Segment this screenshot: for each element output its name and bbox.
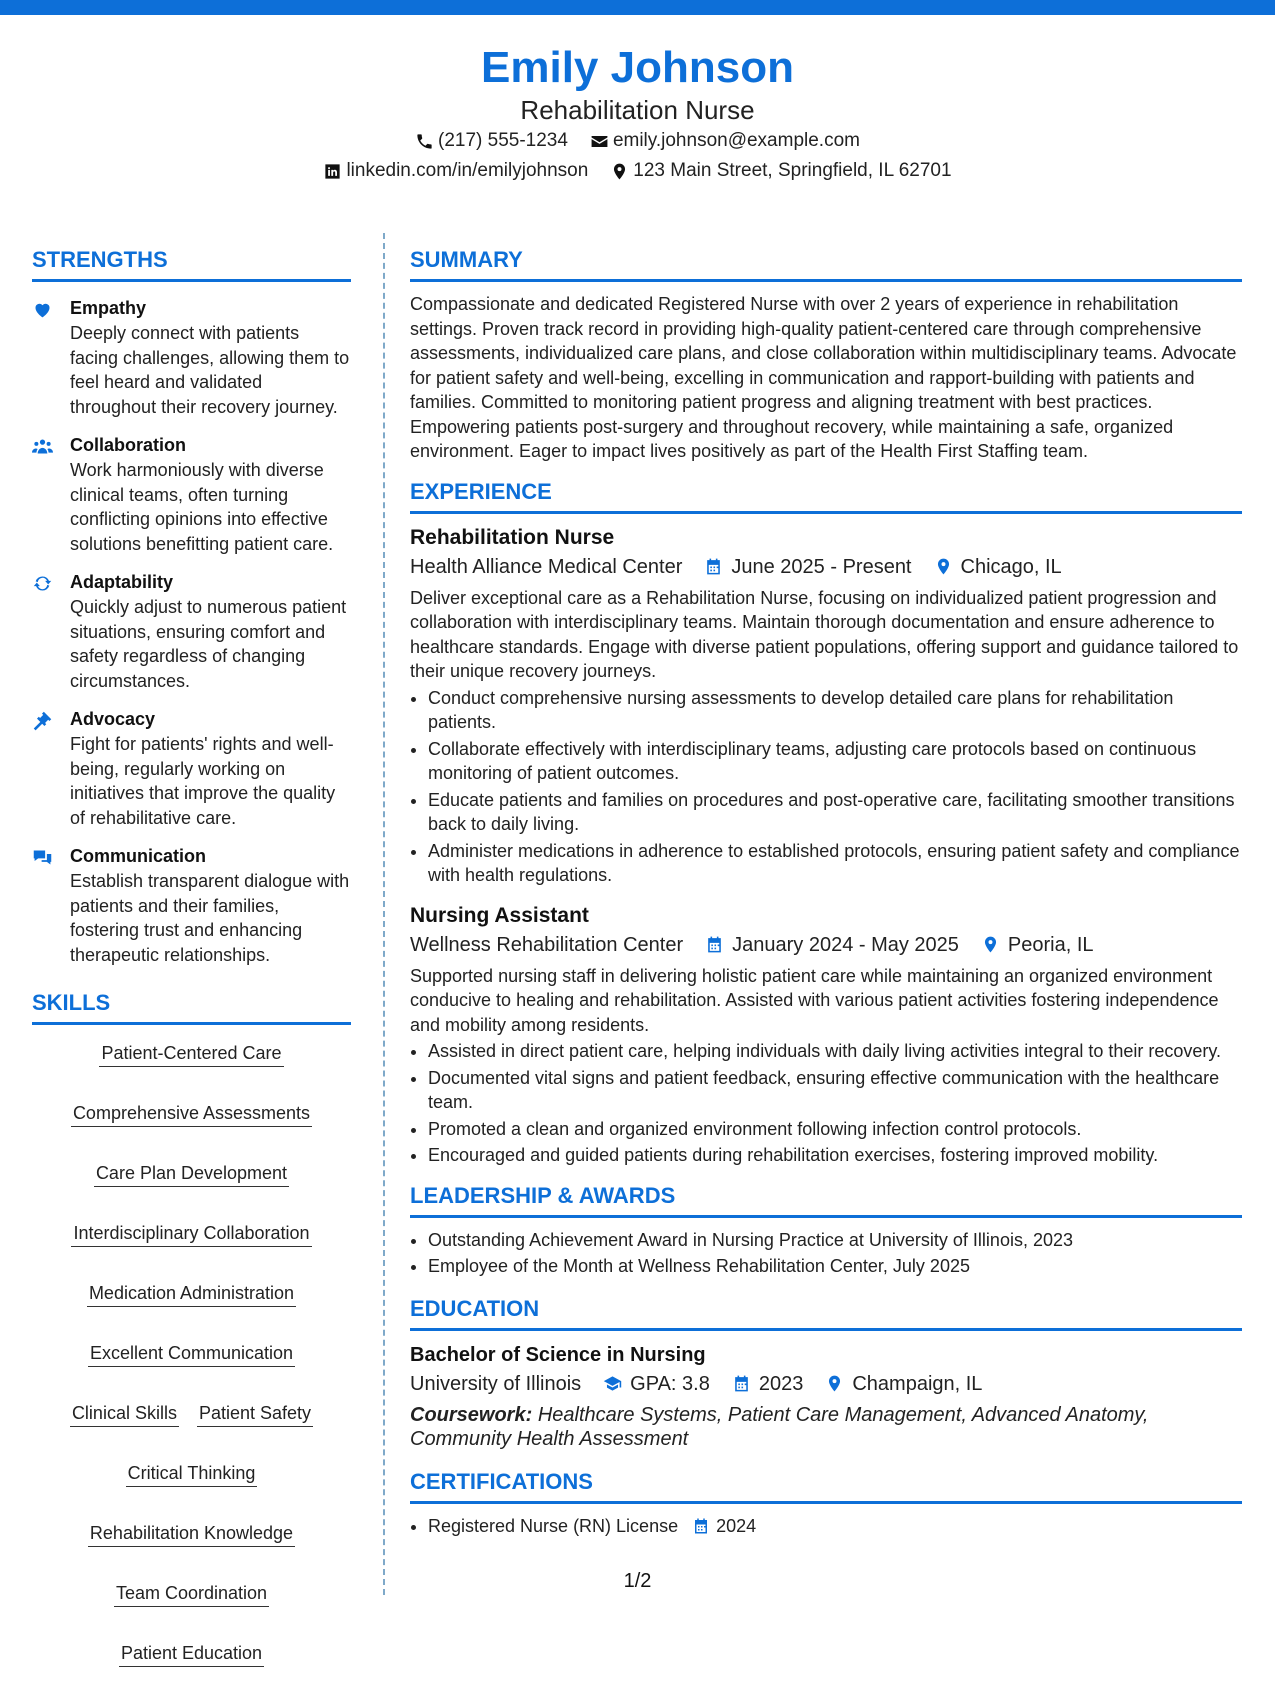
strength-desc: Fight for patients' rights and well-being, regularly working on initiatives that improve the quality of rehabilitative care.	[70, 734, 336, 828]
contact-phone	[415, 126, 568, 156]
skill-tag: Comprehensive Assessments	[71, 1101, 312, 1127]
resume-header	[0, 42, 1275, 186]
job-bullet: • Conduct comprehensive nursing assessments to develop detailed care plans for rehabilitation patients.	[428, 686, 1242, 735]
contact-email[interactable]	[590, 126, 860, 156]
left-column	[32, 246, 351, 1684]
job-location: Peoria, IL	[1007, 933, 1094, 956]
job-meta	[410, 552, 1242, 582]
skill-tag: Medication Administration	[87, 1281, 296, 1307]
skill-tag: Interdisciplinary Collaboration	[71, 1221, 311, 1247]
email-text: emily.johnson@example.com	[612, 130, 860, 151]
top-accent-bar	[0, 0, 1275, 15]
education-school: University of Illinois	[410, 1372, 582, 1395]
calendar-icon	[704, 557, 723, 576]
skill-tag: Care Plan Development	[94, 1161, 289, 1187]
skills-heading: SKILLS	[32, 989, 351, 1025]
strength-item	[32, 570, 351, 693]
leadership-heading: LEADERSHIP & AWARDS	[410, 1182, 1242, 1218]
job-description: Supported nursing staff in delivering holistic patient care while maintaining an organized environment conducive to healing and rehabilitation. Assisted with various patient activities fostering independence and mobility among residents.	[410, 965, 1219, 1035]
job-meta	[410, 930, 1242, 960]
strength-title: Collaboration	[70, 435, 186, 455]
education-meta	[410, 1369, 1242, 1399]
coursework-text: Healthcare Systems, Patient Care Management, Advanced Anatomy, Community Health Assessment	[410, 1403, 1149, 1450]
envelope-icon	[590, 132, 609, 151]
experience-heading: EXPERIENCE	[410, 478, 1242, 514]
job-bullets	[410, 1039, 1242, 1168]
skill-tag: Critical Thinking	[126, 1461, 258, 1487]
jobs-list	[410, 524, 1242, 1168]
calendar-icon	[705, 935, 724, 954]
certification-item	[428, 1514, 1242, 1539]
skill-tag: Patient Education	[119, 1641, 264, 1667]
award-item: • Employee of the Month at Wellness Rehabilitation Center, July 2025	[428, 1254, 1242, 1279]
job-bullet: • Encouraged and guided patients during rehabilitation exercises, fostering improved mobility.	[428, 1143, 1242, 1168]
job-dates: January 2024 - May 2025	[732, 933, 959, 956]
job-company: Wellness Rehabilitation Center	[410, 933, 684, 956]
summary-heading: SUMMARY	[410, 246, 1242, 282]
education-location: Champaign, IL	[852, 1372, 983, 1395]
map-pin-icon	[934, 557, 953, 576]
map-pin-icon	[981, 935, 1000, 954]
job-dates: June 2025 - Present	[731, 555, 912, 578]
job-location: Chicago, IL	[960, 555, 1062, 578]
strength-item	[32, 433, 351, 556]
contact-address	[610, 156, 951, 186]
phone-text: (217) 555-1234	[438, 130, 568, 151]
education-heading: EDUCATION	[410, 1295, 1242, 1331]
right-column	[410, 246, 1242, 1540]
map-pin-icon	[610, 162, 629, 181]
strength-item	[32, 296, 351, 419]
education-year: 2023	[758, 1372, 804, 1395]
strengths-list	[32, 292, 351, 967]
job-bullets	[410, 686, 1242, 888]
coursework-label: Coursework:	[410, 1403, 533, 1426]
skill-tag: Clinical Skills	[70, 1401, 179, 1427]
users-icon	[32, 436, 53, 457]
strength-title: Communication	[70, 846, 207, 866]
leadership-list	[410, 1228, 1242, 1279]
address-text: 123 Main Street, Springfield, IL 62701	[633, 160, 952, 181]
education-gpa: GPA: 3.8	[630, 1372, 710, 1395]
award-item: • Outstanding Achievement Award in Nursing Practice at University of Illinois, 2023	[428, 1228, 1242, 1253]
candidate-title: Rehabilitation Nurse	[520, 95, 755, 125]
strength-item	[32, 707, 351, 830]
strength-desc: Work harmoniously with diverse clinical teams, often turning conflicting opinions into effective solutions benefitting patient care.	[70, 460, 334, 554]
skill-tag: Team Coordination	[114, 1581, 269, 1607]
summary-text: Compassionate and dedicated Registered Nurse with over 2 years of experience in rehabilitation settings. Proven track record in providing high-quality patient-centered care through comprehensive assessments, individualized care plans, and close collaboration within multidisciplinary teams. Advocate for patient safety and well-being, excelling in communication and rapport-building with patients and families. Committed to monitoring patient progress and aligning treatment with best practices. Empowering patients post-surgery and throughout recovery, while maintaining a safe, organized environment. Eager to impact lives positively as part of the Health First Staffing team.	[410, 294, 1237, 461]
contact-row-2	[0, 156, 1275, 186]
strengths-heading: STRENGTHS	[32, 246, 351, 282]
skill-tag: Excellent Communication	[88, 1341, 295, 1367]
strength-desc: Deeply connect with patients facing challenges, allowing them to feel heard and validated throughout their recovery journey.	[70, 323, 350, 417]
certifications-heading: CERTIFICATIONS	[410, 1468, 1242, 1504]
job-company: Health Alliance Medical Center	[410, 555, 683, 578]
strength-title: Empathy	[70, 298, 147, 318]
certification-year: 2024	[716, 1515, 757, 1536]
strength-title: Adaptability	[70, 572, 174, 592]
strength-desc: Quickly adjust to numerous patient situations, ensuring comfort and safety regardless of changing circumstances.	[70, 597, 347, 691]
strength-desc: Establish transparent dialogue with patients and their families, fostering trust and enhancing therapeutic relationships.	[70, 871, 350, 965]
gavel-icon	[32, 710, 53, 731]
job-bullet: • Assisted in direct patient care, helping individuals with daily living activities integral to their recovery.	[428, 1039, 1242, 1064]
skill-tag: Rehabilitation Knowledge	[88, 1521, 295, 1547]
job-bullet: • Promoted a clean and organized environment following infection control protocols.	[428, 1117, 1242, 1142]
job-description: Deliver exceptional care as a Rehabilitation Nurse, focusing on individualized patient progression and collaboration with interdisciplinary teams. Maintain thorough documentation and ensure adherence to healthcare standards. Engage with diverse patient populations, offering support and guidance tailored to their unique recovery journeys.	[410, 587, 1239, 681]
certification-name: • Registered Nurse (RN) License	[428, 1515, 679, 1536]
education-degree: Bachelor of Science in Nursing	[410, 1343, 706, 1366]
job-title: Nursing Assistant	[410, 903, 589, 927]
page-number: 1/2	[623, 1570, 652, 1592]
heart-icon	[32, 299, 53, 320]
candidate-name: Emily Johnson	[481, 43, 794, 92]
skill-tag: Patient-Centered Care	[99, 1041, 283, 1067]
strength-item	[32, 844, 351, 967]
calendar-icon	[732, 1374, 751, 1393]
column-divider	[383, 233, 385, 1595]
job-bullet: • Administer medications in adherence to established protocols, ensuring patient safety and compliance with health regulations.	[428, 839, 1242, 888]
strength-title: Advocacy	[70, 709, 156, 729]
contact-row-1	[0, 126, 1275, 156]
job-entry	[410, 902, 1242, 1168]
job-bullet: • Documented vital signs and patient feedback, ensuring effective communication with the healthcare team.	[428, 1066, 1242, 1115]
calendar-icon	[692, 1517, 710, 1535]
certifications-list	[410, 1514, 1242, 1539]
linkedin-icon	[323, 162, 342, 181]
education-coursework	[410, 1403, 1242, 1452]
skill-tag: Patient Safety	[197, 1401, 313, 1427]
phone-icon	[415, 132, 434, 151]
graduation-cap-icon	[603, 1374, 622, 1393]
job-title: Rehabilitation Nurse	[410, 525, 615, 549]
contact-linkedin[interactable]	[323, 156, 588, 186]
job-bullet: • Collaborate effectively with interdisciplinary teams, adjusting care protocols based on continuous monitoring of patient outcomes.	[428, 737, 1242, 786]
linkedin-text: linkedin.com/in/emilyjohnson	[346, 160, 589, 181]
job-entry	[410, 524, 1242, 888]
map-pin-icon	[825, 1374, 844, 1393]
sync-icon	[32, 573, 53, 594]
job-bullet: • Educate patients and families on procedures and post-operative care, facilitating smoother transitions back to daily living.	[428, 788, 1242, 837]
chat-icon	[32, 847, 53, 868]
